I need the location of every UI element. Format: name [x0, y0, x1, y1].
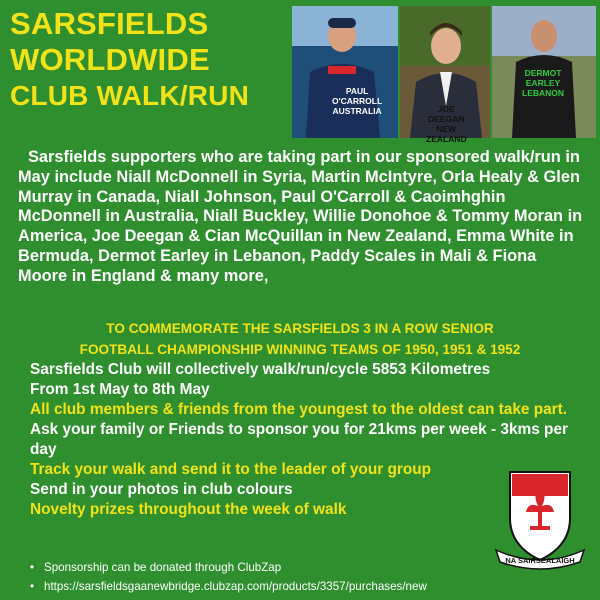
- clubzap-link[interactable]: https://sarsfieldsgaanewbridge.clubzap.com/products/3357/purchases/new: [44, 580, 427, 593]
- photo-dermot-earley-label: [522, 68, 564, 98]
- detail-distance: Sarsfields Club will collectively walk/run/cycle 5853 Kilometres: [30, 361, 491, 378]
- photo-joe-deegan: [400, 6, 490, 144]
- header: [0, 0, 600, 142]
- detail-track: Track your walk and send it to the leader of your group: [30, 461, 432, 478]
- commemorate-heading: [0, 318, 600, 360]
- intro-paragraph: Sarsfields supporters who are taking part in our sponsored walk/run in May include Niall McDonnell in Syria, Martin McIntyre, Orla Healy & Glen Murray in Canada, Niall Johnson, Paul O'Carroll & Caoimhghin McDonnell in Australia, Niall Buckley, Willie Donohoe & Tommy Moran in America, Joe Deegan & Cian McQuillan in New Zealand, Emma White in Bermuda, Dermot Earley in Lebanon, Paddy Scales in Mali & Fiona Moore in England & many more,: [18, 148, 583, 285]
- title-line-3: CLUB WALK/RUN: [10, 80, 250, 111]
- club-crest-icon: [488, 468, 592, 572]
- commemorate-line-2: FOOTBALL CHAMPIONSHIP WINNING TEAMS OF 1950, 1951 & 1952: [79, 342, 521, 357]
- detail-dates: From 1st May to 8th May: [30, 381, 210, 398]
- detail-members: All club members & friends from the youngest to the oldest can take part.: [30, 401, 568, 418]
- photo-1-label-line-3: AUSTRALIA: [332, 106, 382, 116]
- title-line-1: SARSFIELDS: [10, 6, 209, 41]
- bullet-text-sponsorship: Sponsorship can be donated through ClubZap: [44, 561, 282, 574]
- bullet-dot-icon: •: [30, 561, 35, 574]
- bullet-item-link[interactable]: [30, 577, 590, 596]
- detail-sponsor: Ask your family or Friends to sponsor you for 21kms per week - 3kms per day: [30, 421, 568, 458]
- intro-text: [18, 148, 588, 287]
- photo-2-label-line-2: DEEGAN: [428, 114, 465, 124]
- title-block: [10, 6, 290, 114]
- photo-2-label-line-4: ZEALAND: [426, 134, 467, 144]
- photo-3-label-line-2: EARLEY: [525, 78, 561, 88]
- photo-paul-ocarroll: [292, 6, 398, 138]
- photo-dermot-earley: [492, 6, 596, 138]
- detail-photos: Send in your photos in club colours: [30, 481, 293, 498]
- photo-2-label-line-1: JOE: [437, 104, 455, 114]
- title-line-2: WORLDWIDE: [10, 42, 210, 77]
- crest-motto: NA SAIRSEALAIGH: [505, 556, 575, 565]
- photo-1-label-line-1: PAUL: [345, 86, 369, 96]
- photo-joe-deegan-label: [426, 104, 467, 144]
- detail-prizes: Novelty prizes throughout the week of walk: [30, 501, 347, 518]
- photo-3-label-line-1: DERMOT: [524, 68, 562, 78]
- commemorate-line-1: TO COMMEMORATE THE SARSFIELDS 3 IN A ROW SENIOR: [106, 321, 494, 336]
- photo-1-label-line-2: O'CARROLL: [332, 96, 383, 106]
- bullet-dot-icon: •: [30, 580, 35, 593]
- photo-paul-ocarroll-image: [292, 6, 398, 138]
- photo-2-label-line-3: NEW: [436, 124, 457, 134]
- photo-paul-ocarroll-label: [332, 86, 382, 116]
- photo-3-label-line-3: LEBANON: [522, 88, 565, 98]
